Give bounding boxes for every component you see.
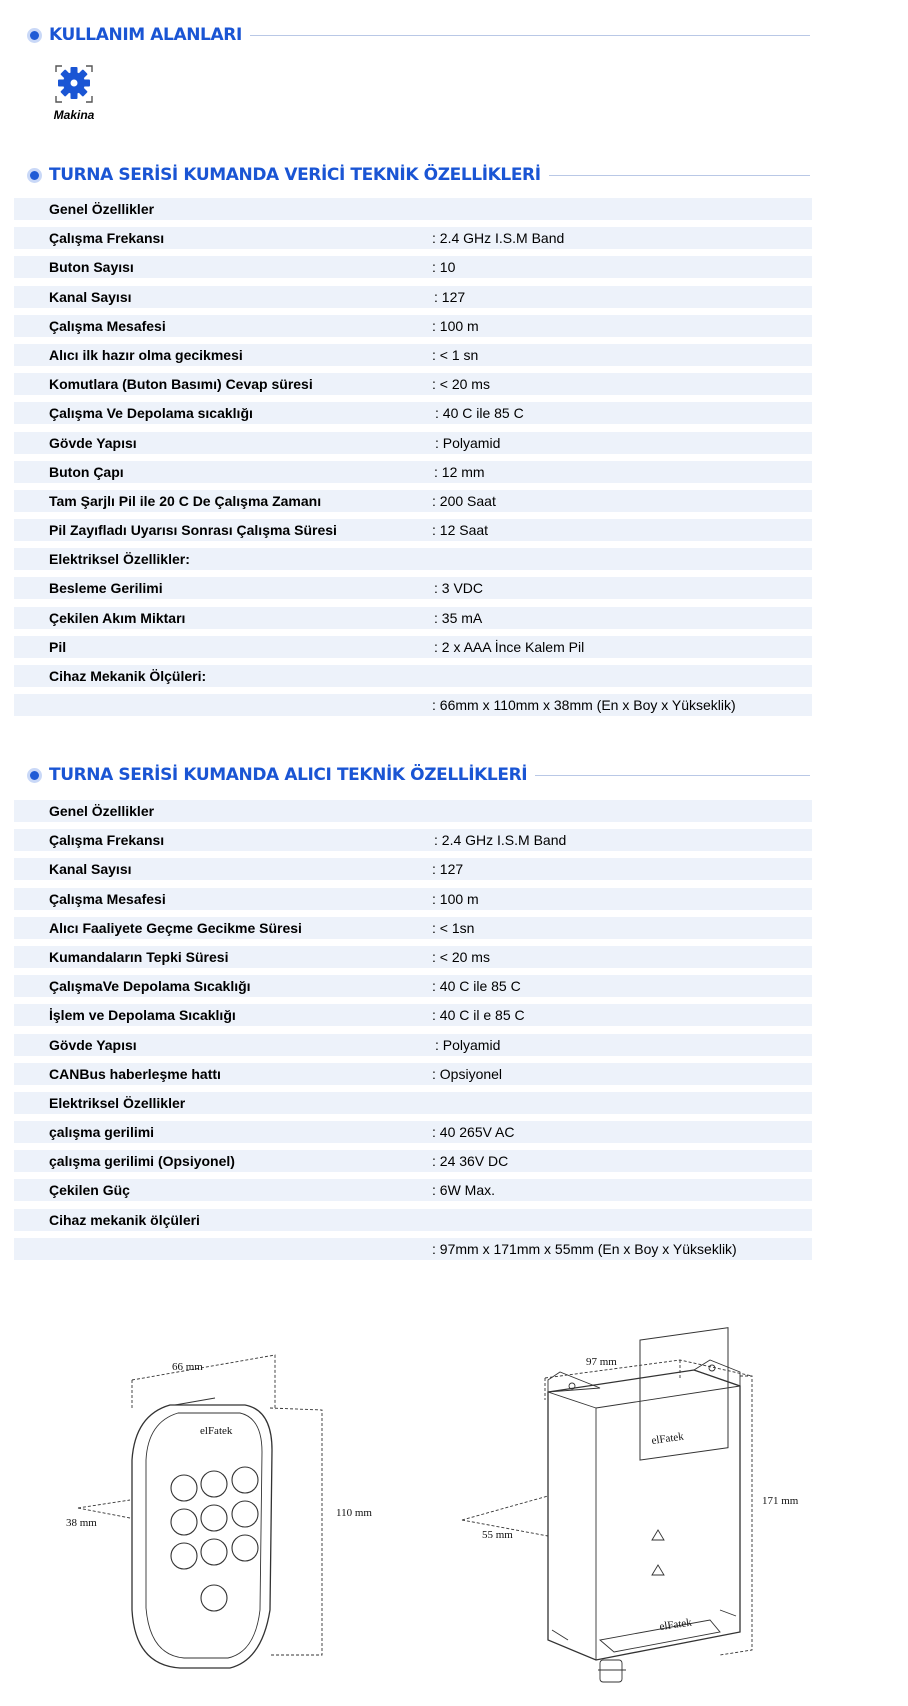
spec-value: : < 20 ms	[432, 948, 490, 965]
spec-value: : 3 VDC	[434, 580, 484, 597]
spec-key: Kanal Sayısı	[49, 288, 132, 305]
usage-section-header	[30, 20, 810, 50]
receiver-height-label: 171 mm	[762, 1495, 799, 1507]
spec-key: Buton Sayısı	[49, 259, 134, 276]
spec-value: : 12 Saat	[432, 522, 489, 539]
spec-key: Elektriksel Özellikler	[49, 1094, 186, 1111]
spec-value: : 2 x AAA İnce Kalem Pil	[434, 638, 585, 655]
bullet-dot	[30, 771, 39, 780]
spec-key: Elektriksel Özellikler:	[49, 551, 190, 568]
spec-key: Genel Özellikler	[49, 201, 155, 217]
spec-row	[14, 975, 812, 997]
transmitter-brand: elFatek	[200, 1425, 233, 1437]
usage-item-makina[interactable]	[44, 62, 104, 122]
spec-row	[14, 607, 812, 629]
receiver-width-label: 97 mm	[586, 1356, 617, 1368]
spec-value: : 200 Saat	[432, 492, 496, 509]
spec-row	[14, 461, 812, 483]
spec-value: : < 1sn	[432, 919, 475, 936]
spec-row	[14, 829, 812, 851]
transmitter-height-label: 110 mm	[336, 1507, 372, 1519]
spec-value: : 24 36V DC	[432, 1153, 509, 1170]
spec-key: Pil Zayıfladı Uyarısı Sonrası Çalışma Süresi	[49, 522, 337, 539]
spec-row	[14, 1063, 812, 1085]
receiver-depth-label: 55 mm	[482, 1529, 513, 1541]
spec-value: : 127	[434, 288, 466, 305]
spec-value: : 40 265V AC	[432, 1124, 515, 1141]
spec-row	[14, 373, 812, 395]
spec-row	[14, 858, 812, 880]
spec-key: Pil	[49, 638, 67, 655]
spec-row	[14, 577, 812, 599]
spec-key: çalışma gerilimi	[49, 1124, 155, 1141]
spec-key: Cihaz Mekanik Ölçüleri:	[49, 668, 207, 684]
spec-row	[14, 1150, 812, 1172]
spec-value: : 12 mm	[434, 463, 485, 480]
spec-row	[14, 636, 812, 658]
transmitter-spec-table	[14, 198, 812, 723]
spec-key: Kanal Sayısı	[49, 861, 132, 878]
spec-row	[14, 548, 812, 570]
spec-key: Gövde Yapısı	[49, 1036, 137, 1053]
spec-row	[14, 227, 812, 249]
spec-row	[14, 315, 812, 337]
spec-row	[14, 1238, 812, 1260]
spec-row	[14, 1034, 812, 1056]
spec-key: CANBus haberleşme hattı	[49, 1065, 221, 1082]
spec-value: : 40 C ile 85 C	[432, 978, 521, 995]
spec-row	[14, 665, 812, 687]
receiver-spec-table	[14, 800, 812, 1267]
spec-row	[14, 198, 812, 220]
spec-value: : < 1 sn	[432, 346, 479, 363]
bullet-dot	[30, 31, 39, 40]
spec-row	[14, 946, 812, 968]
spec-key: Gövde Yapısı	[49, 434, 137, 451]
spec-row	[14, 1209, 812, 1231]
spec-key: çalışma gerilimi (Opsiyonel)	[49, 1153, 235, 1170]
receiver-panel-brand: elFatek	[650, 1430, 685, 1447]
spec-key: Çalışma Ve Depolama sıcaklığı	[49, 405, 253, 422]
usage-item-label: Makina	[53, 108, 95, 122]
spec-row	[14, 256, 812, 278]
spec-value: : 100 m	[432, 317, 479, 334]
divider	[535, 775, 810, 776]
spec-value: : Polyamid	[435, 434, 501, 451]
spec-key: Genel Özellikler	[49, 803, 155, 819]
spec-value: : < 20 ms	[432, 376, 490, 393]
spec-key: Alıcı Faaliyete Geçme Gecikme Süresi	[49, 919, 302, 936]
bullet-dot	[30, 171, 39, 180]
spec-key: Çekilen Güç	[49, 1182, 130, 1199]
receiver-section-header	[30, 760, 810, 790]
spec-value: : 40 C ile 85 C	[435, 405, 524, 422]
section-title: KULLANIM ALANLARI	[49, 25, 242, 45]
spec-key: Kumandaların Tepki Süresi	[49, 948, 229, 965]
spec-key: ÇalışmaVe Depolama Sıcaklığı	[49, 978, 251, 995]
spec-key: Çalışma Frekansı	[49, 230, 165, 247]
spec-value: : 127	[432, 861, 464, 878]
spec-key: Çalışma Frekansı	[49, 832, 165, 849]
transmitter-drawing	[66, 1355, 372, 1668]
spec-value: : 40 C il e 85 C	[432, 1007, 525, 1024]
spec-row	[14, 694, 812, 716]
receiver-brand: elFatek	[658, 1616, 693, 1633]
divider	[250, 35, 810, 36]
spec-value: : 35 mA	[434, 609, 483, 626]
spec-row	[14, 432, 812, 454]
spec-value: : 66mm x 110mm x 38mm (En x Boy x Yükseklik)	[432, 697, 736, 714]
spec-row	[14, 1092, 812, 1114]
spec-value: : 2.4 GHz I.S.M Band	[432, 230, 565, 247]
spec-key: İşlem ve Depolama Sıcaklığı	[49, 1007, 236, 1024]
spec-value: : 2.4 GHz I.S.M Band	[434, 832, 567, 849]
spec-row	[14, 344, 812, 366]
spec-key: Cihaz mekanik ölçüleri	[49, 1211, 200, 1228]
spec-row	[14, 519, 812, 541]
spec-row	[14, 490, 812, 512]
spec-value: : Opsiyonel	[432, 1065, 503, 1082]
spec-key: Çalışma Mesafesi	[49, 890, 166, 907]
spec-key: Besleme Gerilimi	[49, 580, 163, 597]
spec-key: Çekilen Akım Miktarı	[49, 609, 186, 626]
transmitter-width-label: 66 mm	[172, 1361, 203, 1373]
spec-row	[14, 402, 812, 424]
spec-value: : 10	[432, 259, 456, 276]
section-title: TURNA SERİSİ KUMANDA VERİCİ TEKNİK ÖZELLİKLERİ	[49, 165, 541, 185]
transmitter-depth-label: 38 mm	[66, 1517, 97, 1529]
spec-row	[14, 286, 812, 308]
divider	[549, 175, 810, 176]
spec-row	[14, 888, 812, 910]
spec-row	[14, 1179, 812, 1201]
transmitter-section-header	[30, 160, 810, 190]
section-title: TURNA SERİSİ KUMANDA ALICI TEKNİK ÖZELLİKLERİ	[49, 765, 528, 785]
spec-key: Komutlara (Buton Basımı) Cevap süresi	[49, 376, 313, 393]
spec-key: Tam Şarjlı Pil ile 20 C De Çalışma Zamanı	[49, 492, 322, 509]
spec-value: : 100 m	[432, 890, 479, 907]
gear-icon	[52, 62, 96, 106]
spec-row	[14, 1121, 812, 1143]
dimension-drawings	[0, 1310, 908, 1700]
spec-key: Buton Çapı	[49, 463, 124, 480]
spec-row	[14, 1004, 812, 1026]
receiver-drawing	[462, 1328, 799, 1682]
spec-row	[14, 917, 812, 939]
spec-value: : 97mm x 171mm x 55mm (En x Boy x Yükseklik)	[432, 1240, 737, 1257]
spec-value: : 6W Max.	[432, 1182, 496, 1199]
spec-key: Alıcı ilk hazır olma gecikmesi	[49, 346, 243, 363]
spec-row	[14, 800, 812, 822]
spec-key: Çalışma Mesafesi	[49, 317, 166, 334]
spec-value: : Polyamid	[435, 1036, 501, 1053]
